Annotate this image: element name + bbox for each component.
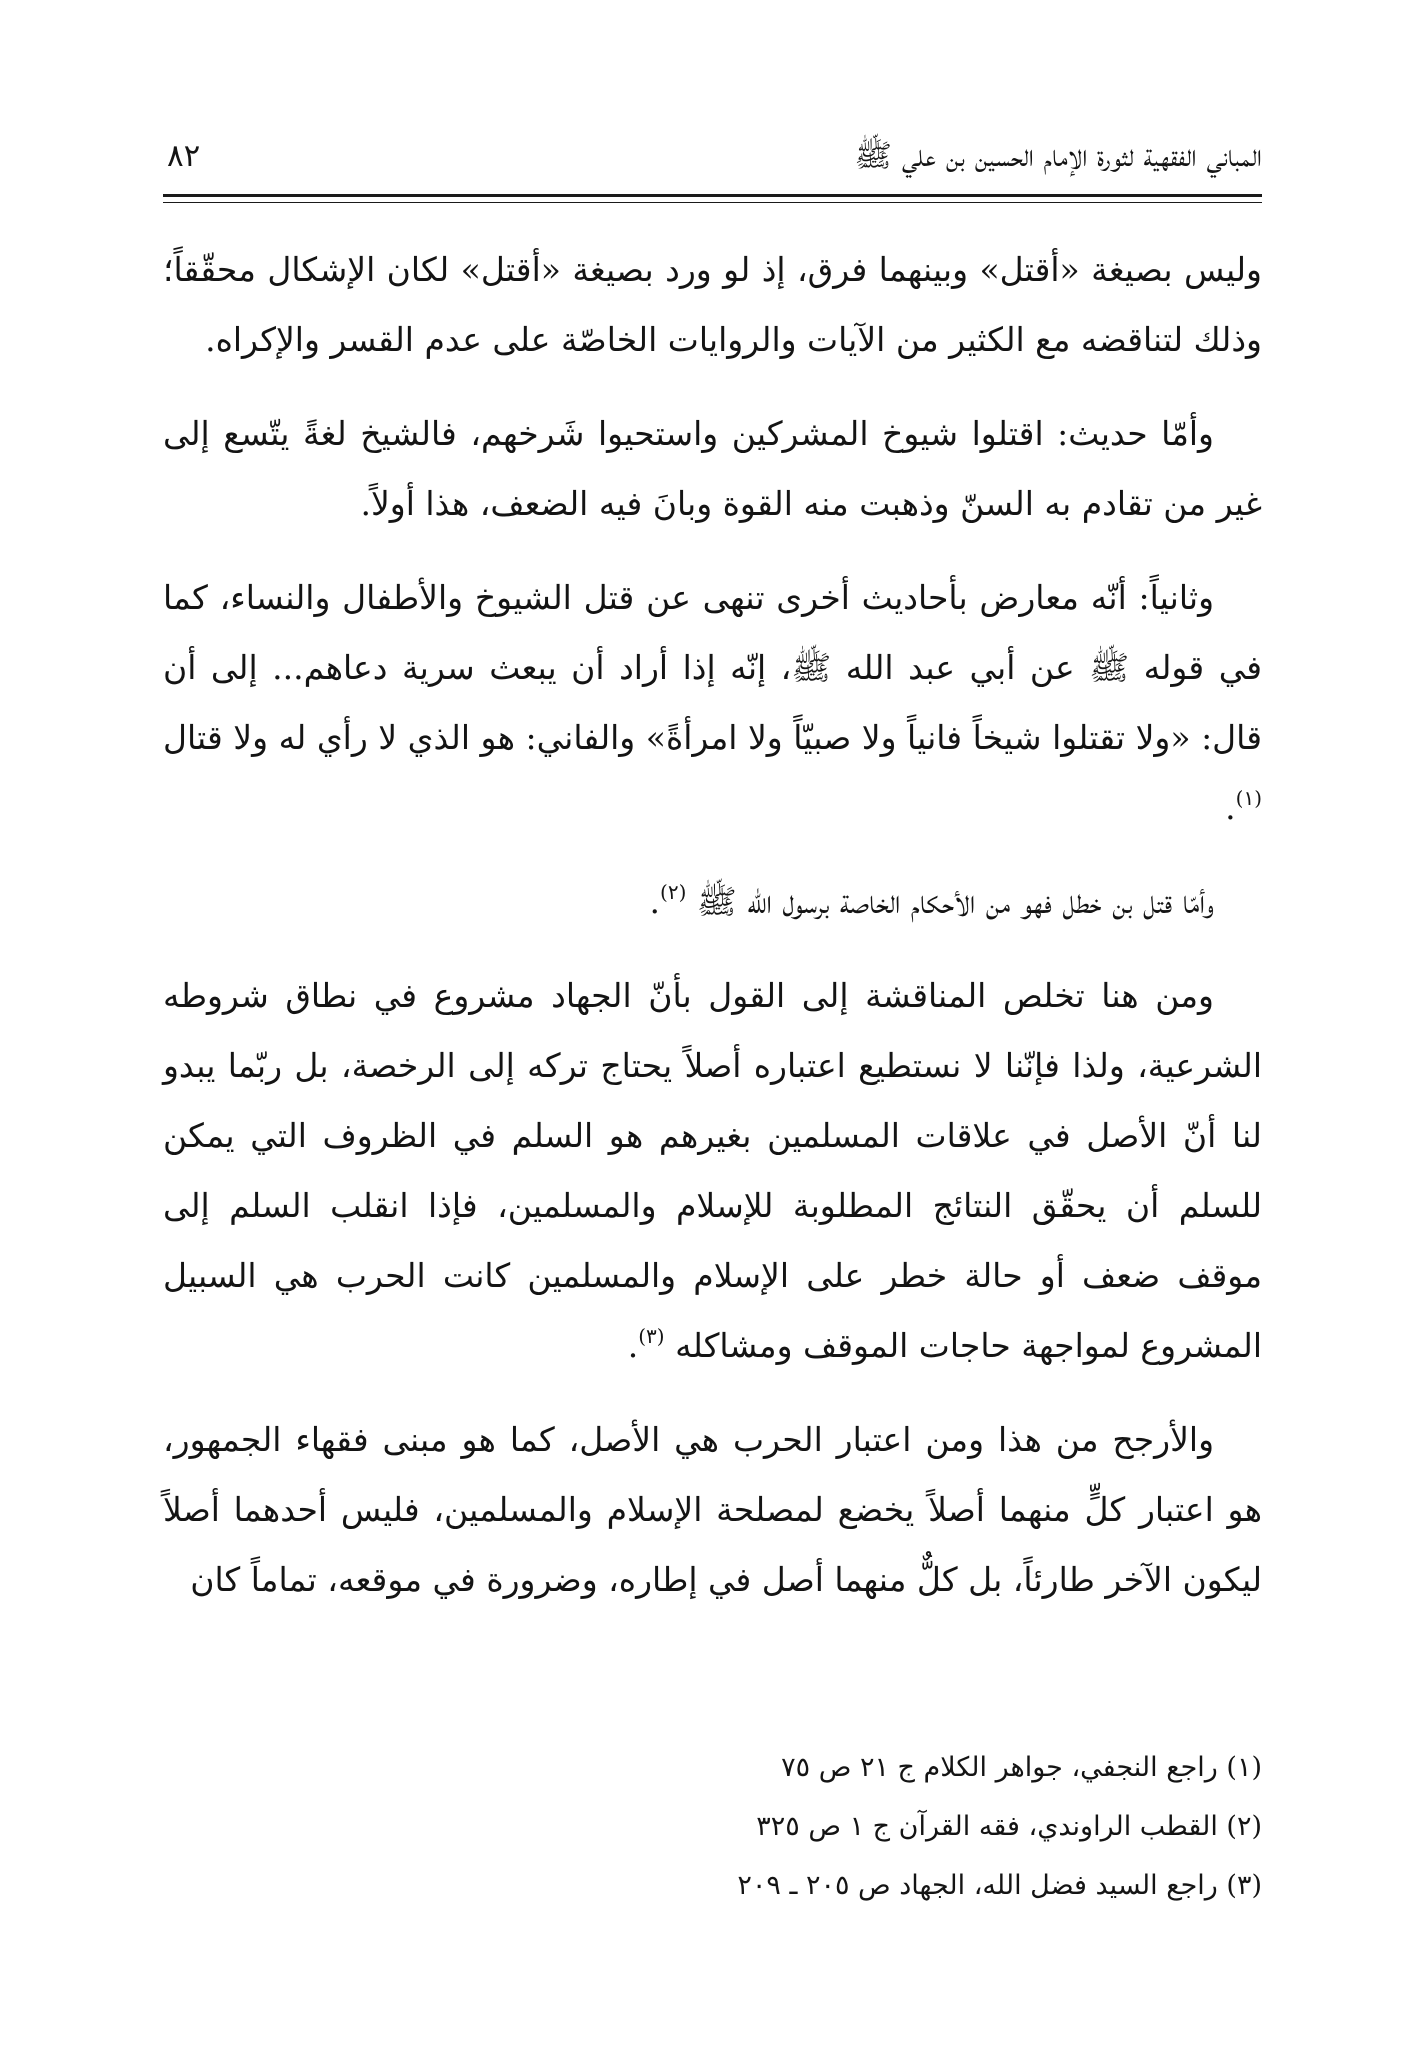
- footnote: (١) راجع النجفي، جواهر الكلام ج ٢١ ص ٧٥: [781, 1752, 1262, 1783]
- running-header: [163, 132, 1262, 180]
- paragraph: [163, 399, 1262, 539]
- footnotes: [163, 1738, 1262, 1915]
- paragraph-text: وأمّا قتل بن خطل فهو من الأحكام الخاصة برسول الله ﷺ: [696, 882, 1214, 921]
- page-number: ٨٢: [167, 138, 201, 174]
- header-rule-thin: [163, 202, 1262, 203]
- paragraph: وثانياً: أنّه معارض بأحاديث أخرى تنهى عن قتل الشيوخ والأطفال والنساء، كما في قوله ﷺ عن أبي عبد الله ﷺ، إنّه إذا أراد أن يبعث سرية دعاهم... إلى أن قال: «ولا تقتلوا شيخاً فانياً ولا صبيّاً ولا امرأةً» والفاني: هو الذي لا رأي له ولا قتال $^{(١)}$.: [163, 578, 1262, 827]
- paragraph: ومن هنا تخلص المناقشة إلى القول بأنّ الجهاد مشروع في نطاق شروطه الشرعية، ولذا فإنّنا لا نستطيع اعتباره أصلاً يحتاج تركه إلى الرخصة، بل ربّما يبدو لنا أنّ الأصل في علاقات المسلمين بغيرهم هو السلم في الظروف التي يمكن للسلم أن يحقّق النتائج المطلوبة للإسلام والمسلمين، فإذا انقلب السلم إلى موقف ضعف أو حالة خطر على الإسلام والمسلمين كانت الحرب هي السبيل المشروع لمواجهة حاجات الموقف ومشاكله $^{(٣)}$.: [163, 976, 1262, 1365]
- paragraph-text: وليس بصيغة «أقتل» وبينهما فرق، إذ لو ورد بصيغة «أقتل» لكان الإشكال محقّقاً؛ وذلك لتناقضه مع الكثير من الآيات والروايات الخاصّة على عدم القسر والإكراه.: [163, 250, 1262, 359]
- paragraph: [163, 1405, 1262, 1615]
- paragraph-text: وثانياً: أنّه معارض بأحاديث أخرى تنهى عن قتل الشيوخ والأطفال والنساء، كما في قوله ﷺ عن أبي عبد الله ﷺ، إنّه إذا أراد أن يبعث سرية دعاهم... إلى أن قال: «ولا تقتلوا شيخاً فانياً ولا صبيّاً ولا امرأةً» والفاني: هو الذي لا رأي له ولا قتال: [163, 578, 1262, 757]
- paragraph-text: وأمّا حديث: اقتلوا شيوخ المشركين واستحيوا شَرخهم، فالشيخ لغةً يتّسع إلى غير من تقادم به السنّ وذهبت منه القوة وبانَ فيه الضعف، هذا أولاً.: [163, 414, 1262, 523]
- paragraph-text: ومن هنا تخلص المناقشة إلى القول بأنّ الجهاد مشروع في نطاق شروطه الشرعية، ولذا فإنّنا لا نستطيع اعتباره أصلاً يحتاج تركه إلى الرخصة، بل ربّما يبدو لنا أنّ الأصل في علاقات المسلمين بغيرهم هو السلم في الظروف التي يمكن للسلم أن يحقّق النتائج المطلوبة للإسلام والمسلمين، فإذا انقلب السلم إلى موقف ضعف أو حالة خطر على الإسلام والمسلمين كانت الحرب هي السبيل المشروع لمواجهة حاجات الموقف ومشاكله: [163, 976, 1262, 1365]
- footnote-ref-3[interactable]: (٣): [638, 1324, 665, 1348]
- paragraph: وأمّا قتل بن خطل فهو من الأحكام الخاصة برسول الله ﷺ $^{(٢)}$.: [649, 880, 1214, 921]
- footnote-ref-1[interactable]: (١): [1235, 786, 1262, 810]
- body-text: [163, 235, 1262, 1639]
- footnote: (٢) القطب الراوندي، فقه القرآن ج ١ ص ٣٢٥: [756, 1811, 1262, 1842]
- paragraph: [163, 235, 1262, 375]
- header-title: المباني الفقهية لثورة الإمام الحسين بن علي ﷺ: [854, 138, 1262, 174]
- footnote: (٣) راجع السيد فضل الله، الجهاد ص ٢٠٥ ـ ٢٠٩: [737, 1870, 1262, 1901]
- header-rule-thick: [163, 194, 1262, 197]
- paragraph-text: والأرجح من هذا ومن اعتبار الحرب هي الأصل، كما هو مبنى فقهاء الجمهور، هو اعتبار كلٍّ منهما أصلاً يخضع لمصلحة الإسلام والمسلمين، فليس أحدهما أصلاً ليكون الآخر طارئاً، بل كلٌّ منهما أصل في إطاره، وضرورة في موقعه، تماماً كان: [163, 1420, 1262, 1599]
- footnote-ref-2[interactable]: (٢): [660, 880, 687, 904]
